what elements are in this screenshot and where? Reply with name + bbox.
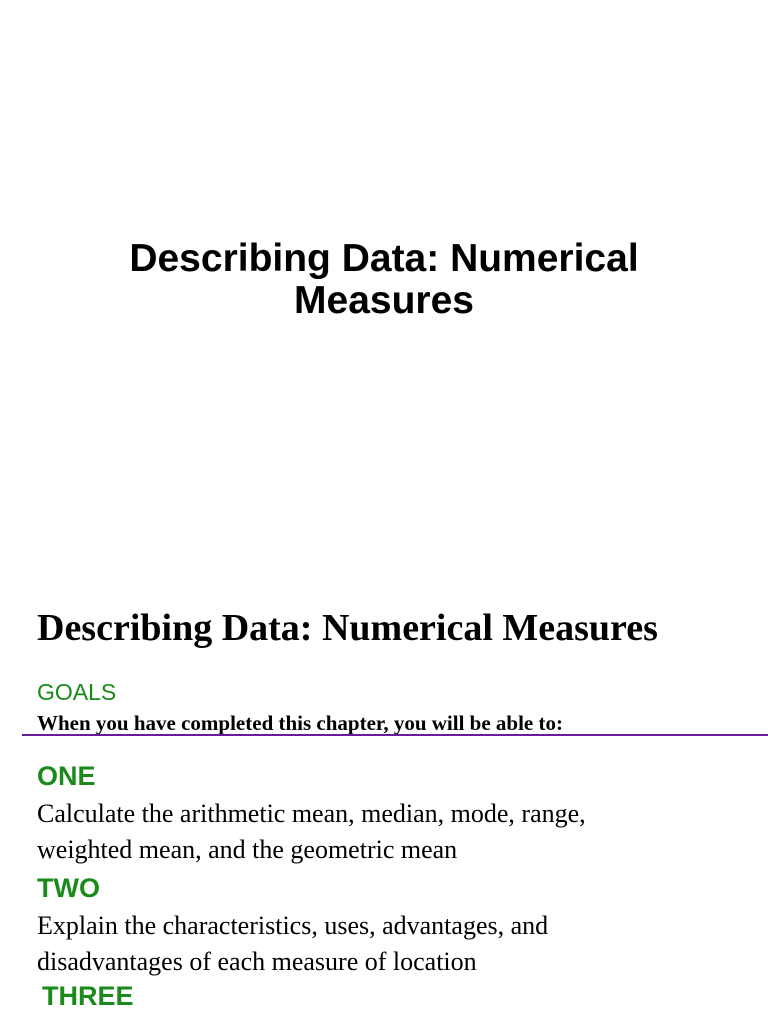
title-line-2: Measures (294, 279, 474, 322)
goal-one-line-1: Calculate the arithmetic mean, median, mode, range, (37, 799, 586, 828)
goal-three-heading: THREE (42, 981, 134, 1011)
goal-one-text (37, 796, 757, 868)
goal-two-text (37, 908, 757, 980)
goal-one-line-2: weighted mean, and the geometric mean (37, 835, 458, 864)
goals-slide-title: Describing Data: Numerical Measures (37, 607, 658, 649)
goal-two-line-2: disadvantages of each measure of location (37, 947, 477, 976)
goals-intro: When you have completed this chapter, you will be able to: (37, 711, 563, 735)
goal-two-heading: TWO (37, 873, 100, 903)
title-line-1: Describing Data: Numerical (129, 237, 639, 280)
goals-label: GOALS (37, 679, 117, 705)
goal-two-line-1: Explain the characteristics, uses, advantages, and (37, 911, 549, 940)
goal-one-heading: ONE (37, 761, 96, 791)
title-slide-heading (0, 238, 768, 322)
divider-line (22, 734, 768, 736)
goals-slide (0, 584, 768, 1024)
